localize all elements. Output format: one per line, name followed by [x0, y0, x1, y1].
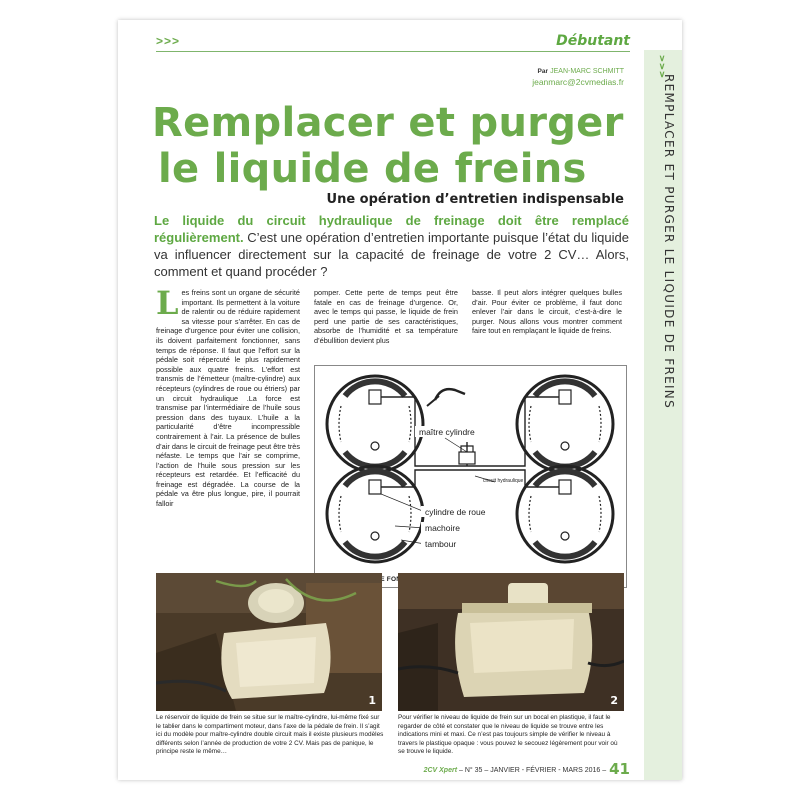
byline-email: jeanmarc@2cvmedias.fr [532, 77, 624, 87]
section-header [156, 34, 630, 54]
photo-brake-reservoir-2 [398, 573, 624, 711]
brake-diagram-drawing [315, 366, 626, 587]
label-hydraulic-circuit: circuit hydraulique [483, 478, 524, 484]
article-title [152, 100, 642, 192]
chapeau-rest: C’est une opération d’entretien importante puisque l’état du liquide va influencer directement sur la capacité de freinage de votre 2 CV… Alors, comment et quand procéder ? [154, 230, 629, 279]
photo-2-number: 2 [610, 694, 618, 707]
drum-bottom-right [517, 466, 613, 562]
title-line-2: le liquide de freins [158, 146, 587, 192]
label-wheel-cylinder: cylindre de roue [425, 507, 486, 517]
side-chevrons: ∨ ∨ ∨ [658, 53, 666, 79]
header-rule [156, 51, 630, 52]
label-drum: tambour [425, 539, 457, 549]
body-column-2: pomper. Cette perte de temps peut être fatale en cas de freinage d’urgence. Or, avec le temps qui passe, le liquide de frein perd une partie de ses caractéristiques, absorbe de l’humidité et sa température d’ébullition devient plus [314, 288, 458, 345]
photo-1-image [156, 573, 382, 711]
footer-brand: 2CV Xpert [423, 767, 458, 774]
label-master-cylinder: maître cylindre [419, 427, 475, 437]
brake-diagram [314, 365, 627, 588]
drum-bottom-left [327, 466, 423, 562]
drop-cap: L [156, 284, 179, 322]
byline [532, 65, 624, 88]
chapeau [154, 212, 629, 280]
page-number: 41 [609, 760, 630, 778]
body-column-1 [156, 284, 300, 509]
footer-issue: – N° 35 – JANVIER - FÉVRIER - MARS 2016 – [457, 767, 607, 774]
photo-1-number: 1 [368, 694, 376, 707]
magazine-page [118, 20, 682, 780]
photo-brake-reservoir-1 [156, 573, 382, 711]
photo-2-image [398, 573, 624, 711]
section-label: Débutant [550, 33, 630, 49]
side-title: REMPLACER ET PURGER LE LIQUIDE DE FREINS [662, 74, 676, 410]
article-subtitle: Une opération d’entretien indispensable [326, 192, 624, 207]
photo-2-caption: Pour vérifier le niveau de liquide de frein sur un bocal en plastique, il faut le regarder de côté et constater que le niveau de liquide se trouve entre les indications mini et maxi. Ce n’est pas toujours simple de vérifier le niveau à travers le plastique opaque : vous pouvez le secouez légèrement pour voir où se trouve le liquide. [398, 714, 618, 756]
body-column-3: basse. Il peut alors intégrer quelques bulles d’air. Pour éviter ce problème, il faut donc enlever l’air dans le circuit, c’est-à-dire le purger. Nous allons vous montrer comment faire tout en remplaçant le liquide de freins. [472, 288, 622, 336]
drum-top-left [327, 376, 423, 472]
photo-1-caption: Le réservoir de liquide de frein se situe sur le maître-cylindre, lui-même fixé sur le tablier dans le compartiment moteur, dans l’axe de la pédale de frein. Il s’agit ici du modèle pour maître-cylindre double circuit mais il existe plusieurs modèles différents selon l’année de production de votre 2 CV. Mais pas de panique, le principe reste le même… [156, 714, 384, 756]
chapeau-lead: Le liquide du circuit hydraulique de freinage doit être remplacé régulièrement. [154, 213, 629, 245]
drum-top-right [517, 376, 613, 472]
title-line-1: Remplacer et purger [152, 100, 624, 146]
byline-prefix: Par [537, 68, 549, 75]
page-footer [424, 760, 630, 778]
hydraulic-lines [381, 397, 559, 487]
label-brake-shoe: machoire [425, 523, 460, 533]
header-chevrons: >>> [156, 34, 181, 48]
body-column-1-text: es freins sont un organe de sécurité important. Ils permettent à la voiture de ralentir ou de réduire rapidement sa vitesse pour s’arrêter. En cas de freinage d’urgence pour éviter une collision, ils doivent parfaitement fonctionner, sans temps de réponse. Il faut que l’effort sur la pédale soit répercuté le plus rapidement possible aux quatre freins. L’effort est transmis de l’émetteur (maître-cylindre) aux récepteurs (cylindres de roue ou étriers) par un circuit hydraulique .La force est transmise par l’intermédiaire de l’huile sous pression dans des tuyaux. L’huile a la particularité d’être incompressible contrairement à l’air. La présence de bulles d’air dans le circuit de freinage peut être très néfaste. Le temps que l’air se comprime, l’action de l’huile sous pression sur les récepteurs est retardée. Et l’efficacité du freinage est dégradée. La course de la pédale va être plus longue, pire, il pourrait falloir [156, 288, 300, 509]
byline-author: JEAN-MARC SCHMITT [550, 68, 624, 75]
